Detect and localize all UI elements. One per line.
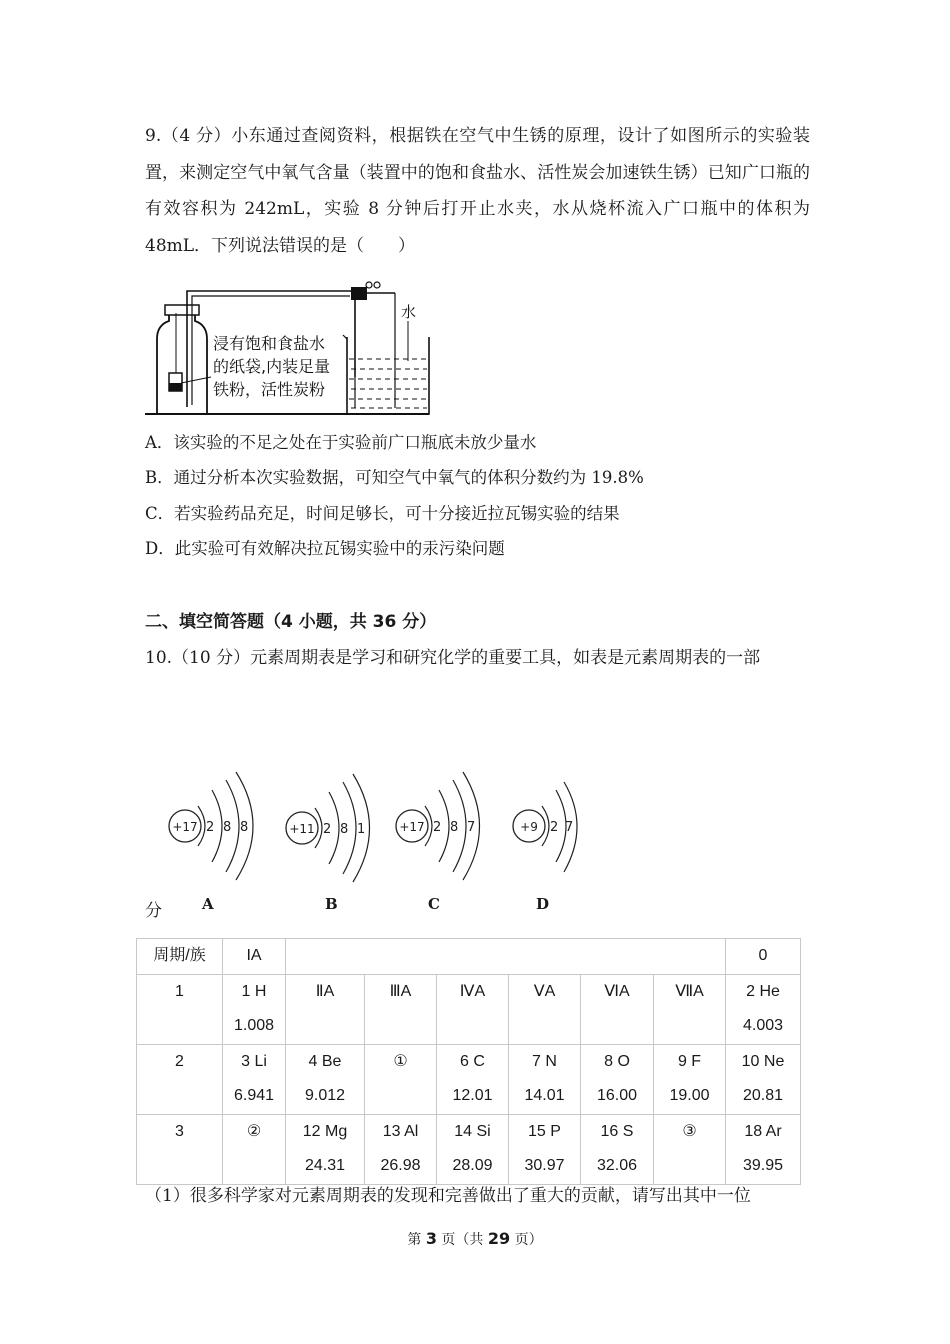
q10-stem: 10.（10 分）元素周期表是学习和研究化学的重要工具，如表是元素周期表的一部 [145,648,761,668]
svg-text:8: 8 [223,820,232,835]
table-row [137,1114,801,1184]
atom-label-d: D [536,895,550,913]
page-number: 3 [425,1229,437,1248]
atom-label-a: A [202,895,214,913]
q9-stem: 9.（4 分）小东通过查阅资料，根据铁在空气中生锈的原理，设计了如图所示的实验装置，来测定空气中氧气含量（装置中的饱和食盐水、活性炭会加速铁生锈）已知广口瓶的有效容积为 242mL，实验 8 分钟后打开止水夹，水从烧杯流入广口瓶中的体积为 48mL．下列说法错误的是（ ） [145,126,810,256]
header-blank [286,939,726,975]
element-cell: 7 N 14.01 [509,1044,581,1114]
water-label: 水 [401,303,417,321]
beaker [347,337,429,414]
svg-text:7: 7 [565,820,574,835]
element-cell: 12 Mg 24.31 [286,1114,365,1184]
svg-text:8: 8 [340,822,349,837]
svg-text:8: 8 [240,820,249,835]
svg-text:2: 2 [206,820,215,835]
q9-option-b: B．通过分析本次实验数据，可知空气中氧气的体积分数约为 19.8% [145,468,644,487]
element-cell: 18 Ar 39.95 [726,1114,801,1184]
svg-text:2: 2 [550,820,559,835]
page-footer: 第 3 页（共 29 页） [407,1229,543,1248]
element-cell: 2 He 4.003 [726,974,801,1044]
svg-text:2: 2 [433,820,442,835]
q10-sub-question-1: （1）很多科学家对元素周期表的发现和完善做出了重大的贡献，请写出其中一位 [145,1186,751,1206]
table-row [137,1044,801,1114]
section-2-title: 二、填空简答题（4 小题，共 36 分） [145,612,437,632]
svg-text:+17: +17 [172,820,198,834]
q10-stem-continued: 分 [145,901,162,921]
header-ia: IA [223,939,286,975]
water-clamp [351,287,367,300]
svg-text:1: 1 [357,822,366,837]
q9-option-c: C．若实验药品充足，时间足够长，可十分接近拉瓦锡实验的结果 [145,504,620,523]
svg-text:+17: +17 [399,820,425,834]
element-cell: 4 Be 9.012 [286,1044,365,1114]
figure-caption-3: 铁粉，活性炭粉 [213,380,326,399]
beaker-water [349,359,427,408]
q9-option-d: D．此实验可有效解决拉瓦锡实验中的汞污染问题 [145,539,505,558]
svg-text:+11: +11 [289,822,315,836]
bottle-stopper [165,305,199,315]
group-cell: ⅤA [509,974,581,1044]
element-cell: 3 Li 6.941 [223,1044,286,1114]
periodic-table [136,938,801,1185]
element-cell: 9 F 19.00 [654,1044,726,1114]
element-cell: 6 C 12.01 [437,1044,509,1114]
blank-element-cell: ① [365,1044,437,1114]
element-cell: 16 S 32.06 [581,1114,654,1184]
element-cell: 8 O 16.00 [581,1044,654,1114]
svg-text:8: 8 [450,820,459,835]
table-row [137,974,801,1044]
svg-text:+9: +9 [520,820,538,834]
group-cell: ⅣA [437,974,509,1044]
atom-c-diagram [396,772,480,880]
svg-text:2: 2 [323,822,332,837]
group-cell: ⅥA [581,974,654,1044]
element-cell: 13 Al 26.98 [365,1114,437,1184]
group-cell: ⅢA [365,974,437,1044]
blank-element-cell: ③ [654,1114,726,1184]
atom-diagrams [160,768,600,888]
blank-element-cell: ② [223,1114,286,1184]
figure-caption-2: 的纸袋,内装足量 [213,357,331,376]
q9-apparatus-figure [145,277,435,419]
page-total: 29 [487,1229,511,1248]
atom-label-c: C [428,895,440,913]
period-cell: 1 [137,974,223,1044]
atom-a-diagram [169,772,253,880]
element-cell: 14 Si 28.09 [437,1114,509,1184]
element-cell: 1 H 1.008 [223,974,286,1044]
element-cell: 15 P 30.97 [509,1114,581,1184]
element-cell: 10 Ne 20.81 [726,1044,801,1114]
group-cell: ⅡA [286,974,365,1044]
header-period-group: 周期/族 [137,939,223,975]
header-zero: 0 [726,939,801,975]
wide-mouth-bottle [157,313,207,414]
q9-option-a: A．该实验的不足之处在于实验前广口瓶底未放少量水 [145,433,537,452]
table-header-row [137,939,801,975]
atom-label-b: B [325,895,338,913]
atom-b-diagram [286,774,370,882]
atom-d-diagram [513,782,577,872]
figure-caption-1: 浸有饱和食盐水 [213,334,326,353]
group-cell: ⅦA [654,974,726,1044]
period-cell: 2 [137,1044,223,1114]
period-cell: 3 [137,1114,223,1184]
svg-text:7: 7 [467,820,476,835]
